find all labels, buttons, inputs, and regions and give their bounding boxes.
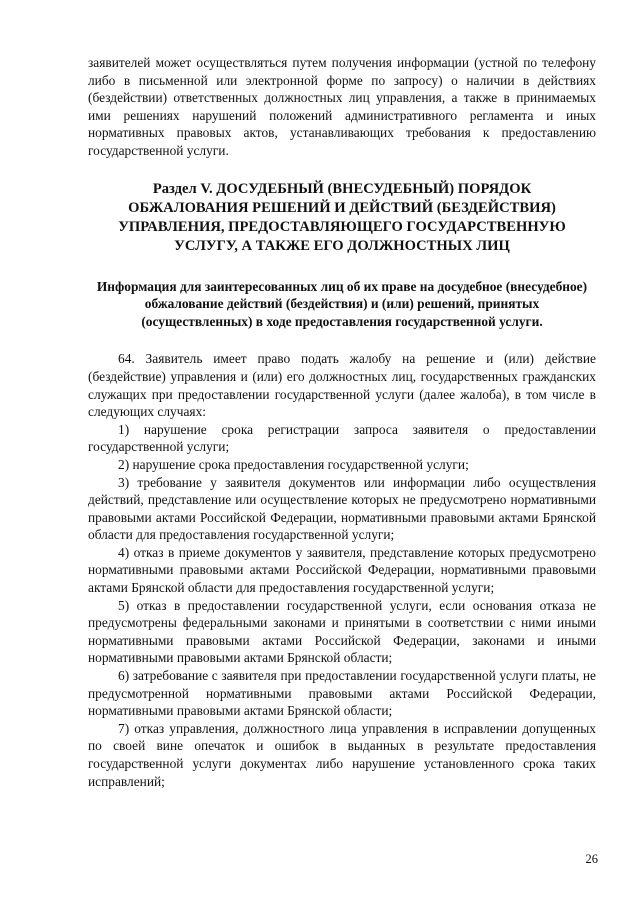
list-item-6: 6) затребование с заявителя при предоставлении государственной услуги платы, не предусмотренной нормативными правовыми актами Российской Федерации, нормативными правовыми актами Брянской области; bbox=[88, 668, 596, 719]
intro-paragraph: заявителей может осуществляться путем получения информации (устной по телефону либо в письменной или электронной форме по запросу) о наличии в действиях (бездействии) ответственных должностных лиц управления, а также в принимаемых ими решениях нарушений положений административного регламента и иных нормативных правовых актов, устанавливающих требования к предоставлению государственной услуги. bbox=[88, 55, 596, 158]
list-item-7: 7) отказ управления, должностного лица управления в исправлении допущенных по своей вине опечаток и ошибок в выданных в результате предоставления государственной услуги документах либо нарушение установленного срока таких исправлений; bbox=[88, 720, 596, 789]
list-item-1: 1) нарушение срока регистрации запроса заявителя о предоставлении государственной услуги; bbox=[88, 421, 596, 455]
paragraph-64: 64. Заявитель имеет право подать жалобу на решение и (или) действие (бездействие) управления и (или) его должностных лиц, государственных гражданских служащих при предоставлении государственной услуги (далее жалоба), в том числе в следующих случаях: bbox=[88, 351, 596, 420]
list-item-3: 3) требование у заявителя документов или информации либо осуществления действий, представление или осуществление которых не предусмотрено нормативными правовыми актами Российской Федерации, нормативными правовыми актами Брянской области для предоставления государственной услуги; bbox=[88, 474, 596, 543]
section-title: Раздел V. ДОСУДЕБНЫЙ (ВНЕСУДЕБНЫЙ) ПОРЯДОК ОБЖАЛОВАНИЯ РЕШЕНИЙ И ДЕЙСТВИЙ (БЕЗДЕЙСТВИЯ) УПРАВЛЕНИЯ, ПРЕДОСТАВЛЯЮЩЕГО ГОСУДАРСТВЕННУЮ УСЛУГУ, А ТАКЖЕ ЕГО ДОЛЖНОСТНЫХ ЛИЦ bbox=[118, 180, 566, 254]
section-subheading: Информация для заинтересованных лиц об их праве на досудебное (внесудебное) обжалование действий (бездействия) и (или) решений, принятых (осуществленных) в ходе предоставления государственной услуги. bbox=[96, 278, 588, 329]
document-page bbox=[88, 54, 596, 790]
list-item-4: 4) отказ в приеме документов у заявителя, представление которых предусмотрено нормативными правовыми актами Российской Федерации, нормативными правовыми актами Брянской области для предоставления государственной услуги; bbox=[88, 544, 596, 596]
page-number: 26 bbox=[585, 852, 598, 866]
list-item-2: 2) нарушение срока предоставления государственной услуги; bbox=[118, 456, 469, 472]
spacer bbox=[88, 330, 596, 350]
list-item-5: 5) отказ в предоставлении государственной услуги, если основания отказа не предусмотрены федеральными законами и принятыми в соответствии с ними иными нормативными правовыми актами Российской Федерации, законами и иными нормативными правовыми актами Брянской области; bbox=[88, 597, 596, 666]
